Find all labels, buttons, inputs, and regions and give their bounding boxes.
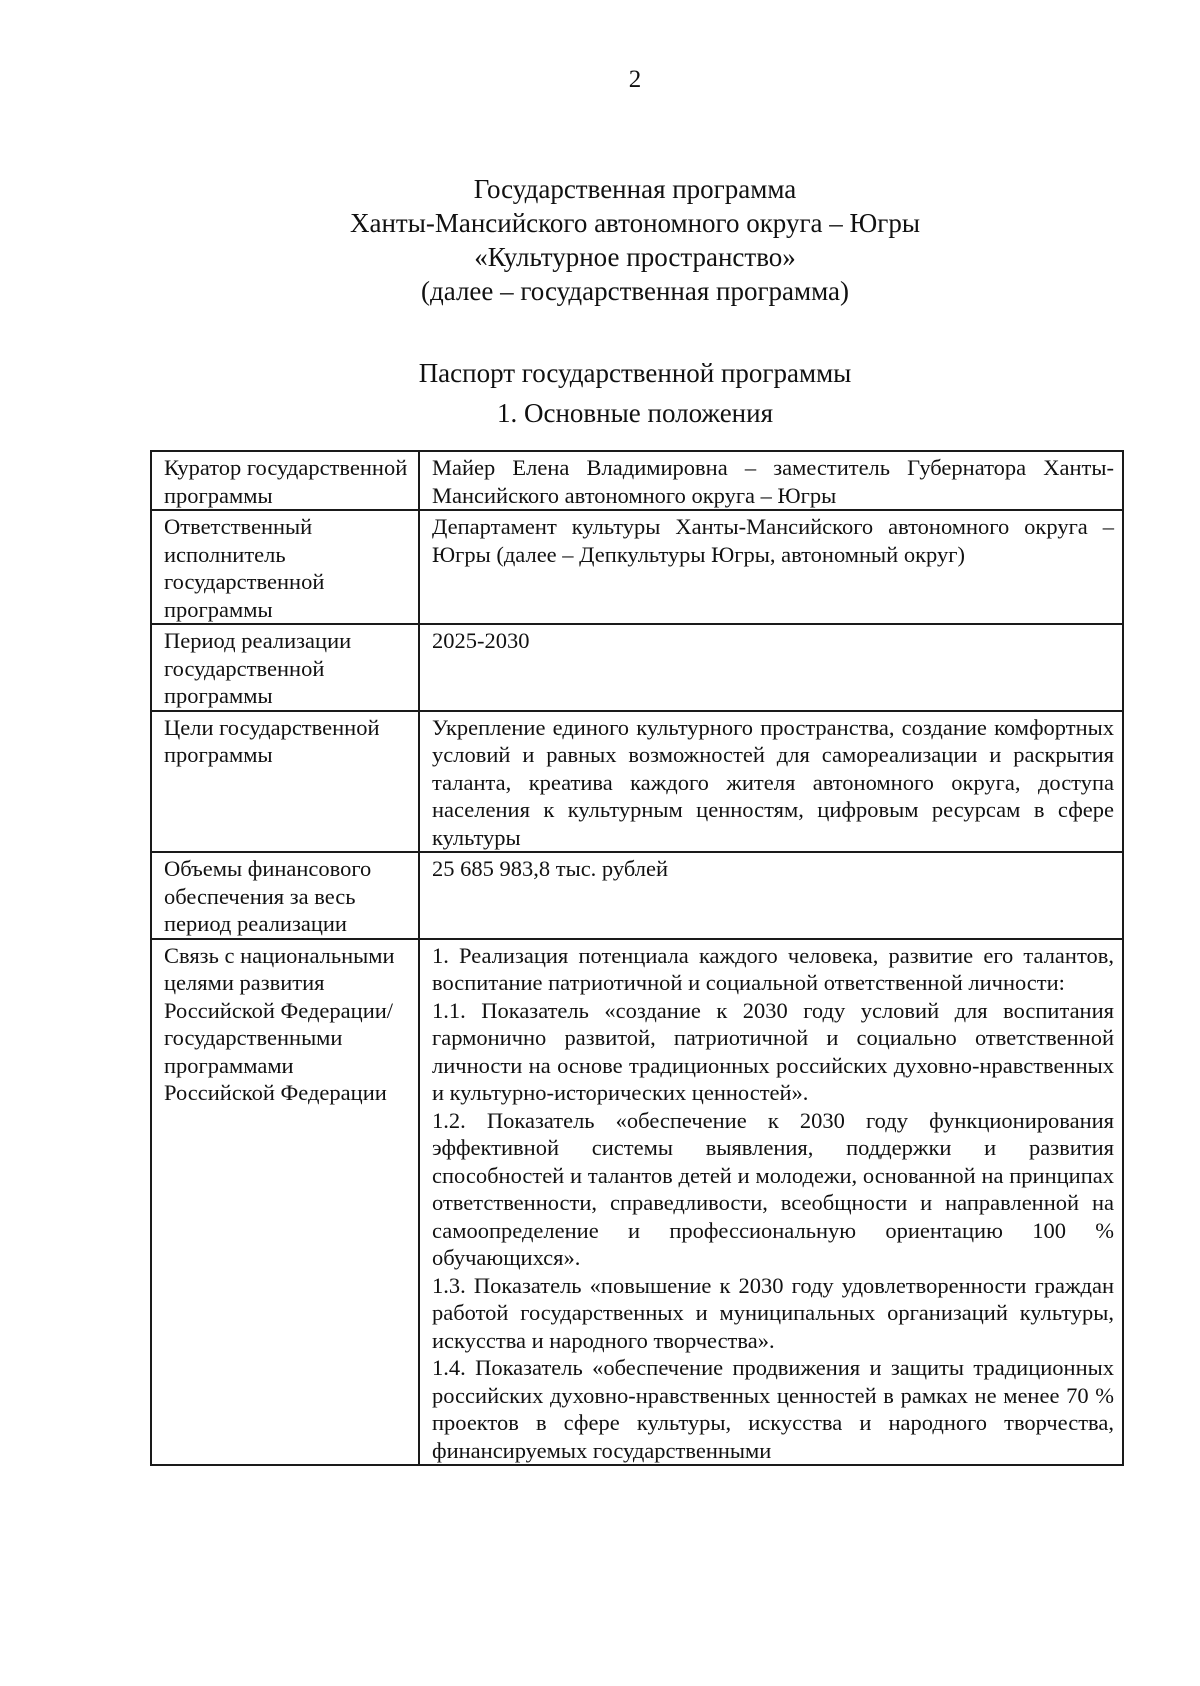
- row-value-goals: [419, 711, 1123, 853]
- program-title-line-1: Государственная программа: [473, 174, 797, 204]
- table-row: [151, 711, 1123, 853]
- value-paragraph: Департамент культуры Ханты-Мансийского автономного округа – Югры (далее – Депкультуры Югры, автономный округ): [432, 514, 1114, 567]
- national-goals-text: [432, 942, 1114, 1465]
- row-value-period: [419, 624, 1123, 711]
- row-value-funding: [419, 852, 1123, 939]
- value-paragraph: 1. Реализация потенциала каждого человека, развитие его талантов, воспитание патриотичной и социальной ответственной личности:: [432, 942, 1114, 995]
- value-paragraph: Майер Елена Владимировна – заместитель Губернатора Ханты-Мансийского автономного округа – Югры: [432, 455, 1114, 508]
- value-paragraph: Укрепление единого культурного пространства, создание комфортных условий и равных возможностей для самореализации и раскрытия таланта, креатива каждого жителя автономного округа, доступа населения к культурным ценностям, цифровым ресурсам в сфере культуры: [432, 714, 1114, 850]
- row-value-executor: [419, 510, 1123, 624]
- row-label-curator: Куратор государственной программы: [151, 451, 419, 510]
- row-label-period: Период реализации государственной программы: [151, 624, 419, 711]
- value-paragraph: 2025-2030: [432, 628, 530, 653]
- row-label-goals: Цели государственной программы: [151, 711, 419, 853]
- program-title-line-3: «Культурное пространство»: [474, 242, 796, 272]
- table-row: [151, 510, 1123, 624]
- value-paragraph: 1.4. Показатель «обеспечение продвижения и защиты традиционных российских духовно-нравственных ценностей в рамках не менее 70 % проектов в сфере культуры, искусства и народного творчества, финансируемых государственными: [432, 1355, 1114, 1463]
- section-title: 1. Основные положения: [497, 398, 773, 428]
- table-row: [151, 852, 1123, 939]
- table-row: [151, 939, 1123, 1466]
- page-number: 2: [628, 66, 642, 93]
- row-label-funding: Объемы финансового обеспечения за весь период реализации: [151, 852, 419, 939]
- program-title-line-2: Ханты-Мансийского автономного округа – Югры: [350, 208, 920, 238]
- value-paragraph: 25 685 983,8 тыс. рублей: [432, 856, 668, 881]
- program-title-line-4: (далее – государственная программа): [421, 276, 849, 306]
- row-label-national-goals: Связь с национальными целями развития Российской Федерации/ государственными программами Российской Федерации: [151, 939, 419, 1466]
- value-paragraph: 1.2. Показатель «обеспечение к 2030 году функционирования эффективной системы выявления, поддержки и развития способностей и талантов детей и молодежи, основанной на принципах ответственности, справедливости, всеобщности и направленной на самоопределение и профессиональную ориентацию 100 % обучающихся».: [432, 1107, 1114, 1270]
- program-title: [0, 172, 1200, 308]
- table-row: [151, 624, 1123, 711]
- row-value-national-goals: [419, 939, 1123, 1466]
- row-label-executor: Ответственный исполнитель государственной программы: [151, 510, 419, 624]
- value-paragraph: 1.1. Показатель «создание к 2030 году условий для воспитания гармонично развитой, патриотичной и социально ответственной личности на основе традиционных российских духовно-нравственных и культурно-исторических ценностей».: [432, 997, 1114, 1105]
- value-paragraph: 1.3. Показатель «повышение к 2030 году удовлетворенности граждан работой государственных и муниципальных организаций культуры, искусства и народного творчества».: [432, 1272, 1114, 1353]
- passport-title: Паспорт государственной программы: [418, 358, 852, 388]
- passport-table: [150, 450, 1124, 1466]
- row-value-curator: [419, 451, 1123, 510]
- table-row: [151, 451, 1123, 510]
